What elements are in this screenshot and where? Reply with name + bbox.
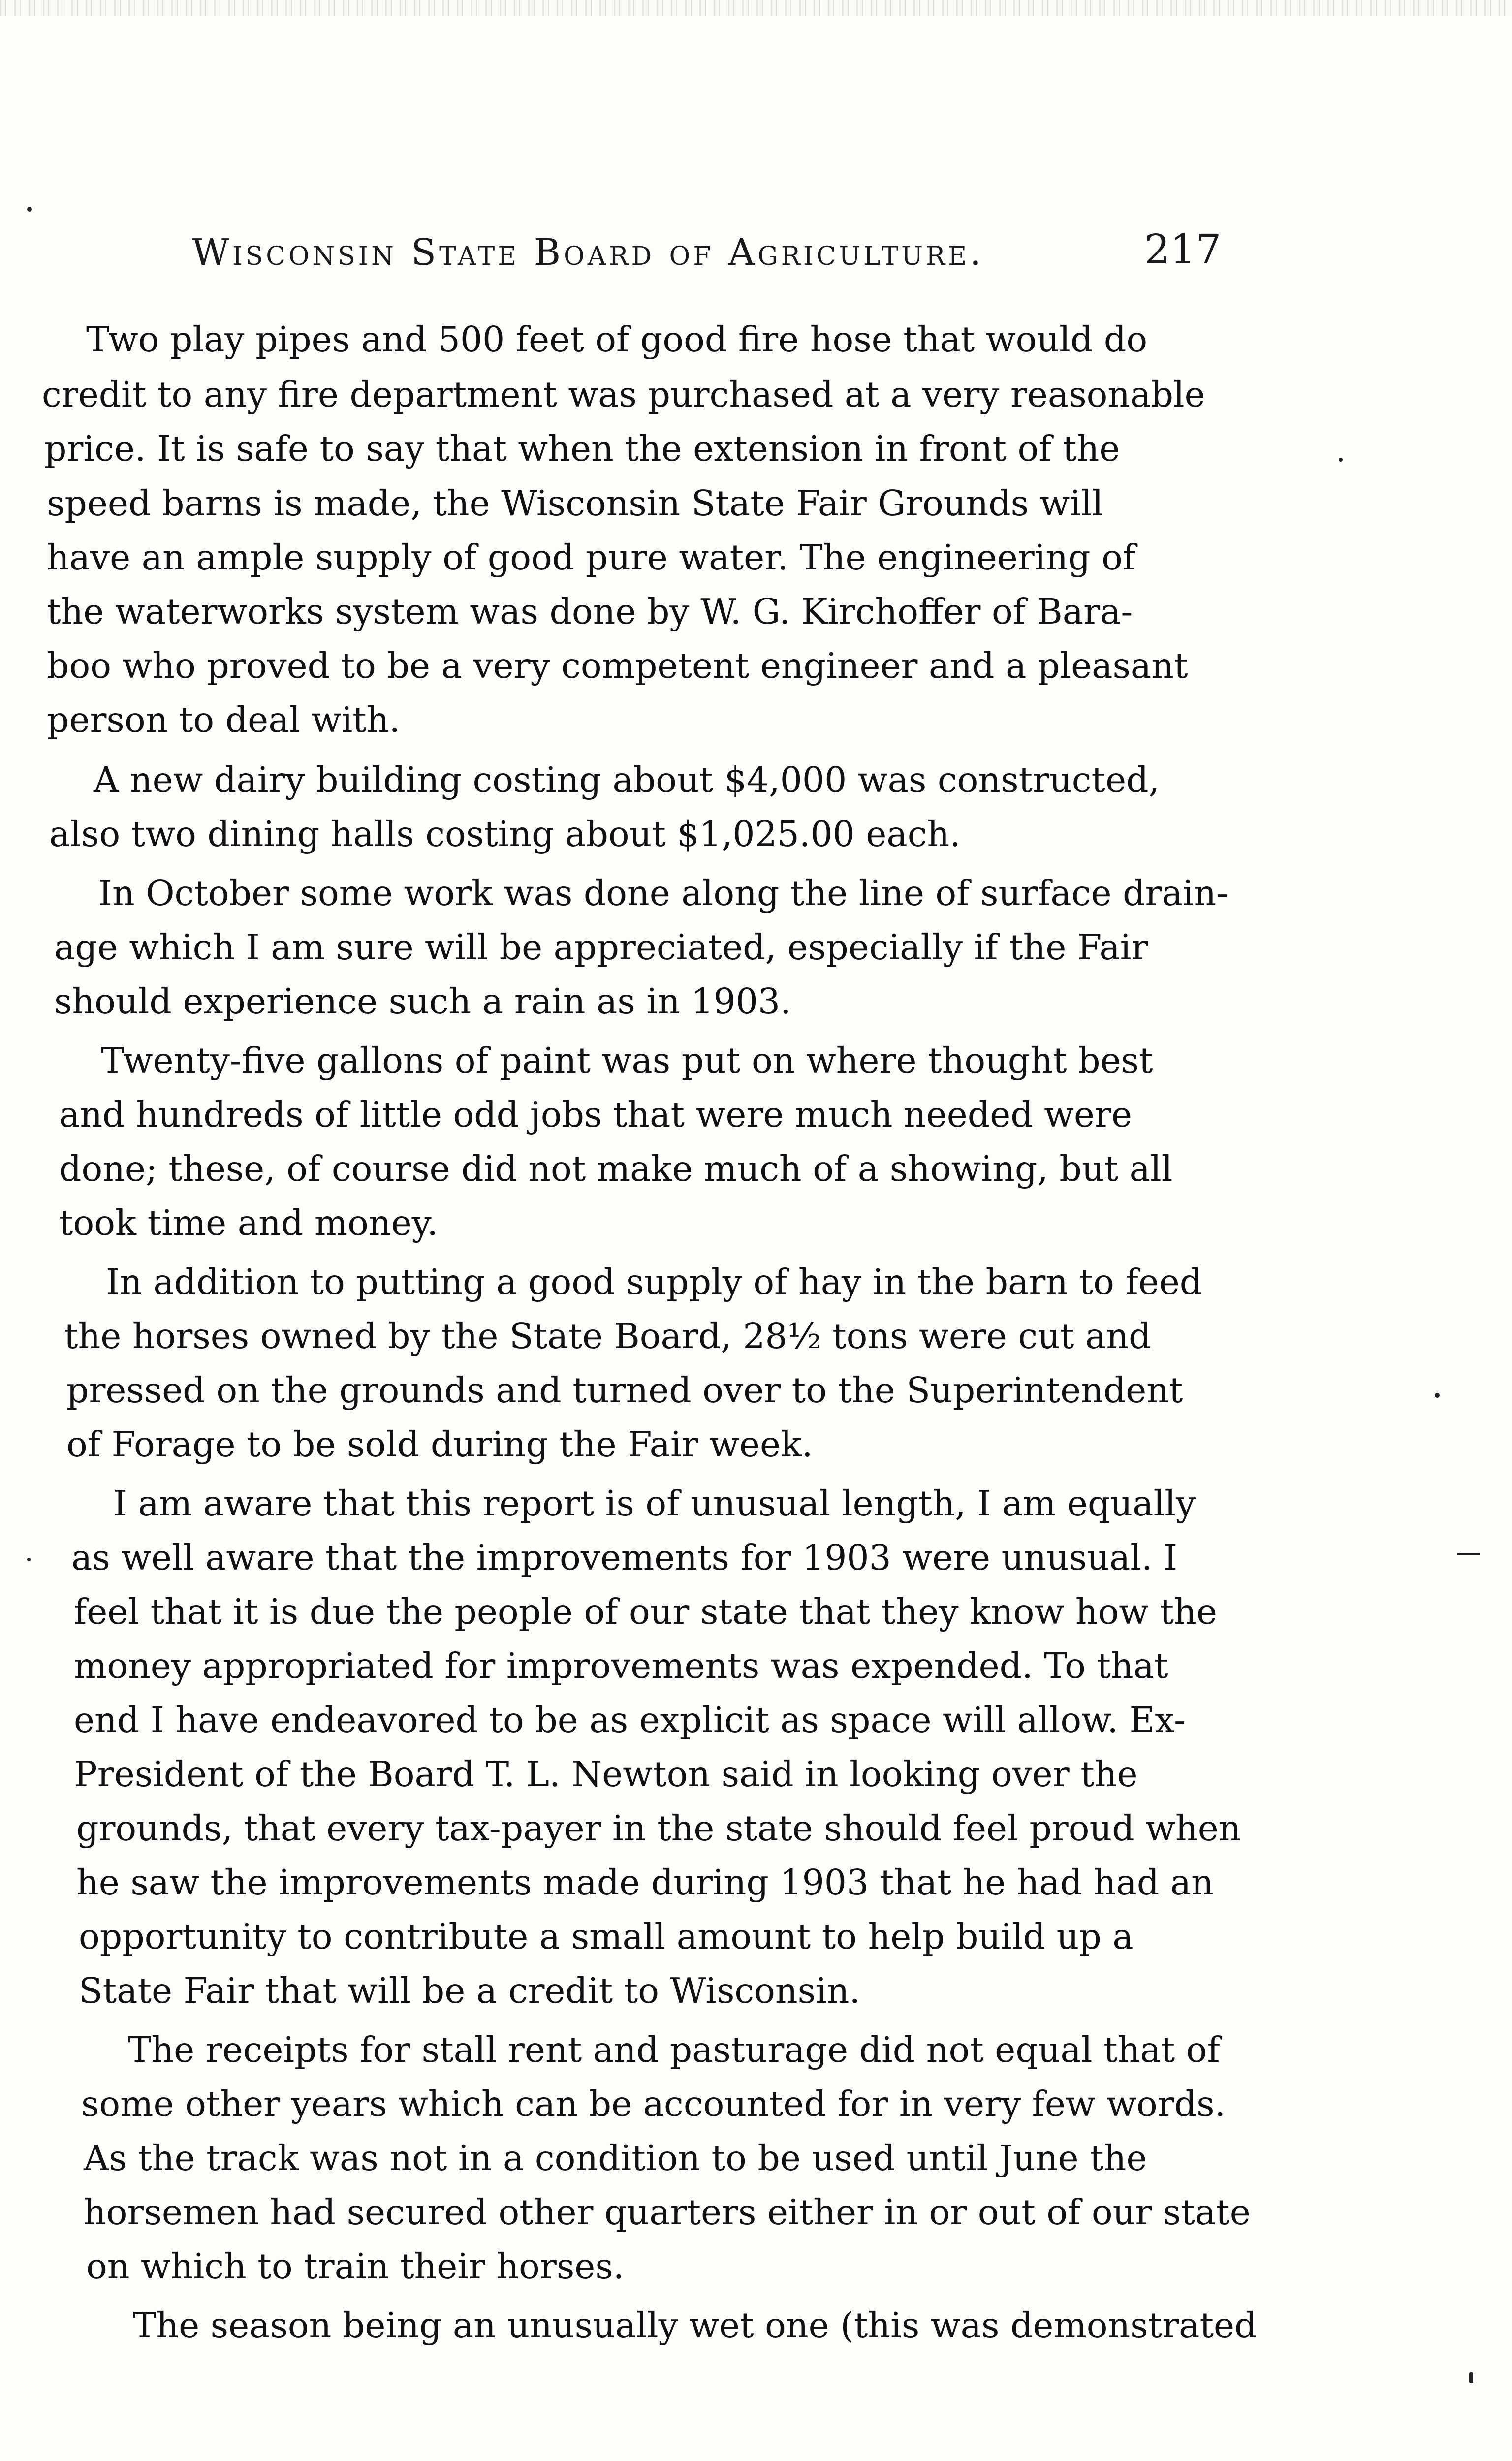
running-title: Wisconsin State Board of Agriculture. <box>192 231 984 274</box>
text-line: opportunity to contribute a small amount to help build up a <box>79 1916 1134 1957</box>
text-line: credit to any fire department was purchased at a very reasonable <box>42 374 1205 415</box>
text-line: speed barns is made, the Wisconsin State Fair Grounds will <box>47 483 1103 524</box>
scan-speck <box>1339 458 1343 462</box>
text-line: pressed on the grounds and turned over to the Superintendent <box>66 1370 1183 1411</box>
text-line: done; these, of course did not make much of a showing, but all <box>59 1148 1173 1189</box>
text-line: horsemen had secured other quarters either in or out of our state <box>84 2192 1251 2233</box>
text-line: money appropriated for improvements was expended. To that <box>74 1645 1168 1686</box>
text-line: grounds, that every tax-payer in the state should feel proud when <box>76 1808 1241 1849</box>
text-line: the waterworks system was done by W. G. Kirchoffer of Bara- <box>47 591 1133 632</box>
text-line: also two dining halls costing about $1,025.00 each. <box>49 814 961 854</box>
text-line: President of the Board T. L. Newton said in looking over the <box>74 1754 1138 1795</box>
running-head <box>0 217 1512 285</box>
text-line: on which to train their horses. <box>86 2246 625 2287</box>
text-line: have an ample supply of good pure water. The engineering of <box>47 537 1136 578</box>
text-line: of Forage to be sold during the Fair week. <box>66 1424 813 1465</box>
text-line: Two play pipes and 500 feet of good fire hose that would do <box>86 319 1148 360</box>
text-line: person to deal with. <box>47 699 401 740</box>
text-line: State Fair that will be a credit to Wisconsin. <box>79 1970 861 2011</box>
text-line: In addition to putting a good supply of hay in the barn to feed <box>106 1262 1202 1302</box>
text-line: I am aware that this report is of unusual length, I am equally <box>113 1483 1196 1524</box>
text-line: some other years which can be accounted for in very few words. <box>81 2083 1226 2124</box>
text-line: A new dairy building costing about $4,000 was constructed, <box>94 759 1160 800</box>
text-line: the horses owned by the State Board, 28½ tons were cut and <box>64 1316 1151 1357</box>
text-line: age which I am sure will be appreciated, especially if the Fair <box>54 927 1148 968</box>
text-line: price. It is safe to say that when the extension in front of the <box>44 428 1120 469</box>
text-line: The season being an unusually wet one (this was demonstrated <box>133 2305 1257 2346</box>
page-number: 217 <box>1144 226 1222 273</box>
scan-speck <box>1435 1393 1440 1398</box>
text-line: took time and money. <box>59 1202 438 1243</box>
text-line: he saw the improvements made during 1903 that he had had an <box>76 1862 1214 1903</box>
text-line: In October some work was done along the line of surface drain- <box>98 873 1228 914</box>
scan-edge-artifact <box>0 0 1512 16</box>
text-line: The receipts for stall rent and pasturage did not equal that of <box>128 2029 1220 2070</box>
text-line: Twenty-five gallons of paint was put on where thought best <box>101 1040 1153 1081</box>
scan-speck <box>1469 2372 1473 2383</box>
scan-speck <box>27 207 32 212</box>
text-line: end I have endeavored to be as explicit as space will allow. Ex- <box>74 1700 1186 1740</box>
scan-speck <box>1457 1553 1480 1555</box>
text-line: should experience such a rain as in 1903. <box>54 981 791 1022</box>
text-line: and hundreds of little odd jobs that were much needed were <box>59 1094 1133 1135</box>
text-line: feel that it is due the people of our state that they know how the <box>74 1591 1217 1632</box>
scan-speck <box>27 1558 31 1561</box>
text-line: boo who proved to be a very competent engineer and a pleasant <box>47 645 1188 686</box>
text-line: as well aware that the improvements for 1903 were unusual. I <box>71 1537 1178 1578</box>
text-line: As the track was not in a condition to be used until June the <box>84 2138 1147 2178</box>
